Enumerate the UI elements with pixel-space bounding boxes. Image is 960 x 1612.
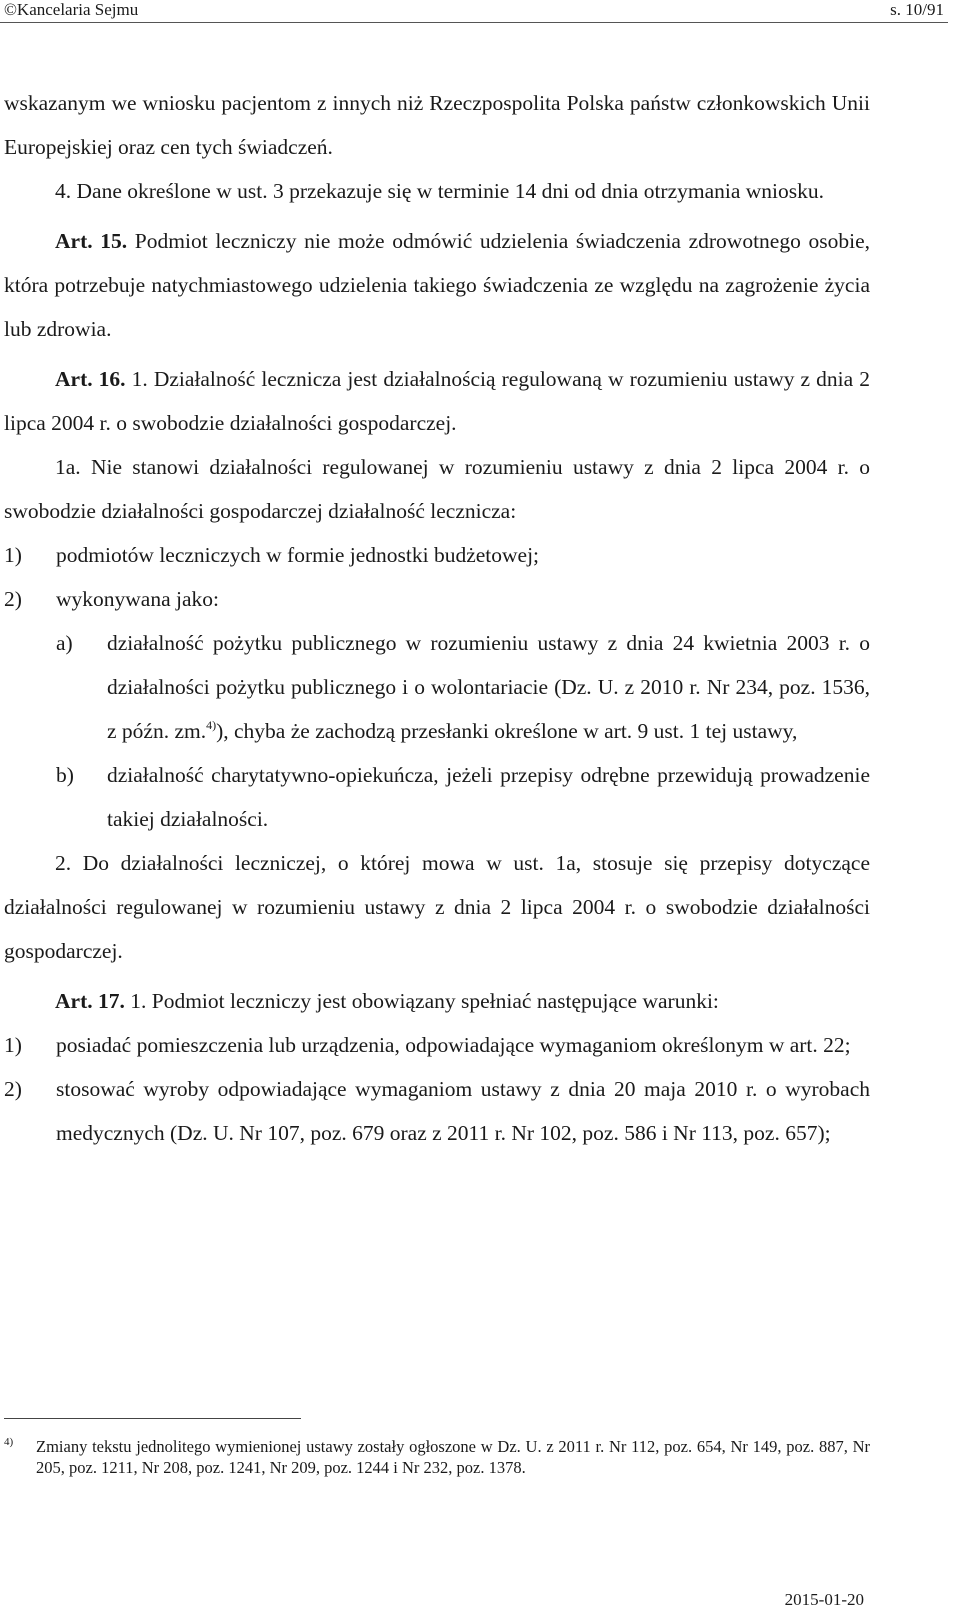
- document-body: [4, 81, 870, 1155]
- footnote: [4, 1436, 870, 1478]
- footnote-text: Zmiany tekstu jednolitego wymienionej ustawy zostały ogłoszone w Dz. U. z 2011 r. Nr 112, poz. 654, Nr 149, poz. 887, Nr 205, poz. 1211, Nr 208, poz. 1241, Nr 209, poz. 1244 i Nr 232, poz. 1378.: [36, 1437, 870, 1477]
- article-17-text: 1. Podmiot leczniczy jest obowiązany spełniać następujące warunki:: [124, 989, 719, 1013]
- paragraph-continuation: wskazanym we wniosku pacjentom z innych niż Rzeczpospolita Polska państw członkowskich Unii Europejskiej oraz cen tych świadczeń.: [4, 91, 870, 159]
- paragraph-4: 4. Dane określone w ust. 3 przekazuje się w terminie 14 dni od dnia otrzymania wniosku.: [55, 179, 825, 203]
- paragraph-1a: 1a. Nie stanowi działalności regulowanej w rozumieniu ustawy z dnia 2 lipca 2004 r. o swobodzie działalności gospodarczej działalność lecznicza:: [4, 455, 870, 523]
- list-item-2-text: wykonywana jako:: [56, 587, 220, 611]
- list-item-2: [4, 577, 870, 621]
- requirement-item-2-number: 2): [4, 1077, 22, 1101]
- footer-date: 2015-01-20: [784, 1590, 864, 1609]
- requirement-item-2-text: stosować wyroby odpowiadające wymaganiom ustawy z dnia 20 maja 2010 r. o wyrobach medycznych (Dz. U. Nr 107, poz. 679 oraz z 2011 r. Nr 102, poz. 586 i Nr 113, poz. 657);: [56, 1077, 870, 1145]
- list-item-1-text: podmiotów leczniczych w formie jednostki budżetowej;: [56, 543, 540, 567]
- sub-item-b-letter: b): [56, 763, 74, 787]
- article-15: [4, 219, 870, 351]
- article-15-label: Art. 15.: [55, 229, 128, 253]
- requirement-item-1-text: posiadać pomieszczenia lub urządzenia, odpowiadające wymaganiom określonym w art. 22;: [56, 1033, 851, 1057]
- header-source: ©Kancelaria Sejmu: [4, 0, 139, 19]
- list-item-2-number: 2): [4, 587, 22, 611]
- requirement-item-1: [4, 1023, 870, 1067]
- article-15-text: Podmiot leczniczy nie może odmówić udzielenia świadczenia zdrowotnego osobie, która potrzebuje natychmiastowego udzielenia takiego świadczenia ze względu na zagrożenie życia lub zdrowia.: [4, 229, 871, 341]
- sub-item-a-letter: a): [56, 631, 73, 655]
- list-item-1: [4, 533, 870, 577]
- footnote-reference[interactable]: 4): [206, 718, 217, 732]
- header-page-number: s. 10/91: [890, 0, 944, 19]
- article-16-text: 1. Działalność lecznicza jest działalnością regulowaną w rozumieniu ustawy z dnia 2 lipca 2004 r. o swobodzie działalności gospodarczej.: [4, 367, 871, 435]
- footnote-number: 4): [4, 1436, 14, 1448]
- article-17-label: Art. 17.: [55, 989, 125, 1013]
- footnote-separator: [4, 1418, 301, 1419]
- paragraph-2: 2. Do działalności leczniczej, o której mowa w ust. 1a, stosuje się przepisy dotyczące działalności regulowanej w rozumieniu ustawy z dnia 2 lipca 2004 r. o swobodzie działalności gospodarczej.: [4, 851, 870, 963]
- sub-item-a-text: działalność pożytku publicznego w rozumieniu ustawy z dnia 24 kwietnia 2003 r. o działalności pożytku publicznego i o wolontariacie (Dz. U. z 2010 r. Nr 234, poz. 1536, z późn. zm.: [107, 631, 870, 743]
- header-rule: [0, 22, 948, 23]
- page-header: [0, 0, 960, 22]
- article-17: [4, 979, 870, 1023]
- sub-item-a: [4, 621, 870, 753]
- requirement-item-2: [4, 1067, 870, 1155]
- requirement-item-1-number: 1): [4, 1033, 22, 1057]
- sub-item-b: [4, 753, 870, 841]
- sub-item-a-text-end: ), chyba że zachodzą przesłanki określone w art. 9 ust. 1 tej ustawy,: [216, 719, 798, 743]
- sub-item-b-text: działalność charytatywno-opiekuńcza, jeżeli przepisy odrębne przewidują prowadzenie takiej działalności.: [107, 763, 870, 831]
- article-16: [4, 357, 870, 445]
- list-item-1-number: 1): [4, 543, 22, 567]
- article-16-label: Art. 16.: [55, 367, 126, 391]
